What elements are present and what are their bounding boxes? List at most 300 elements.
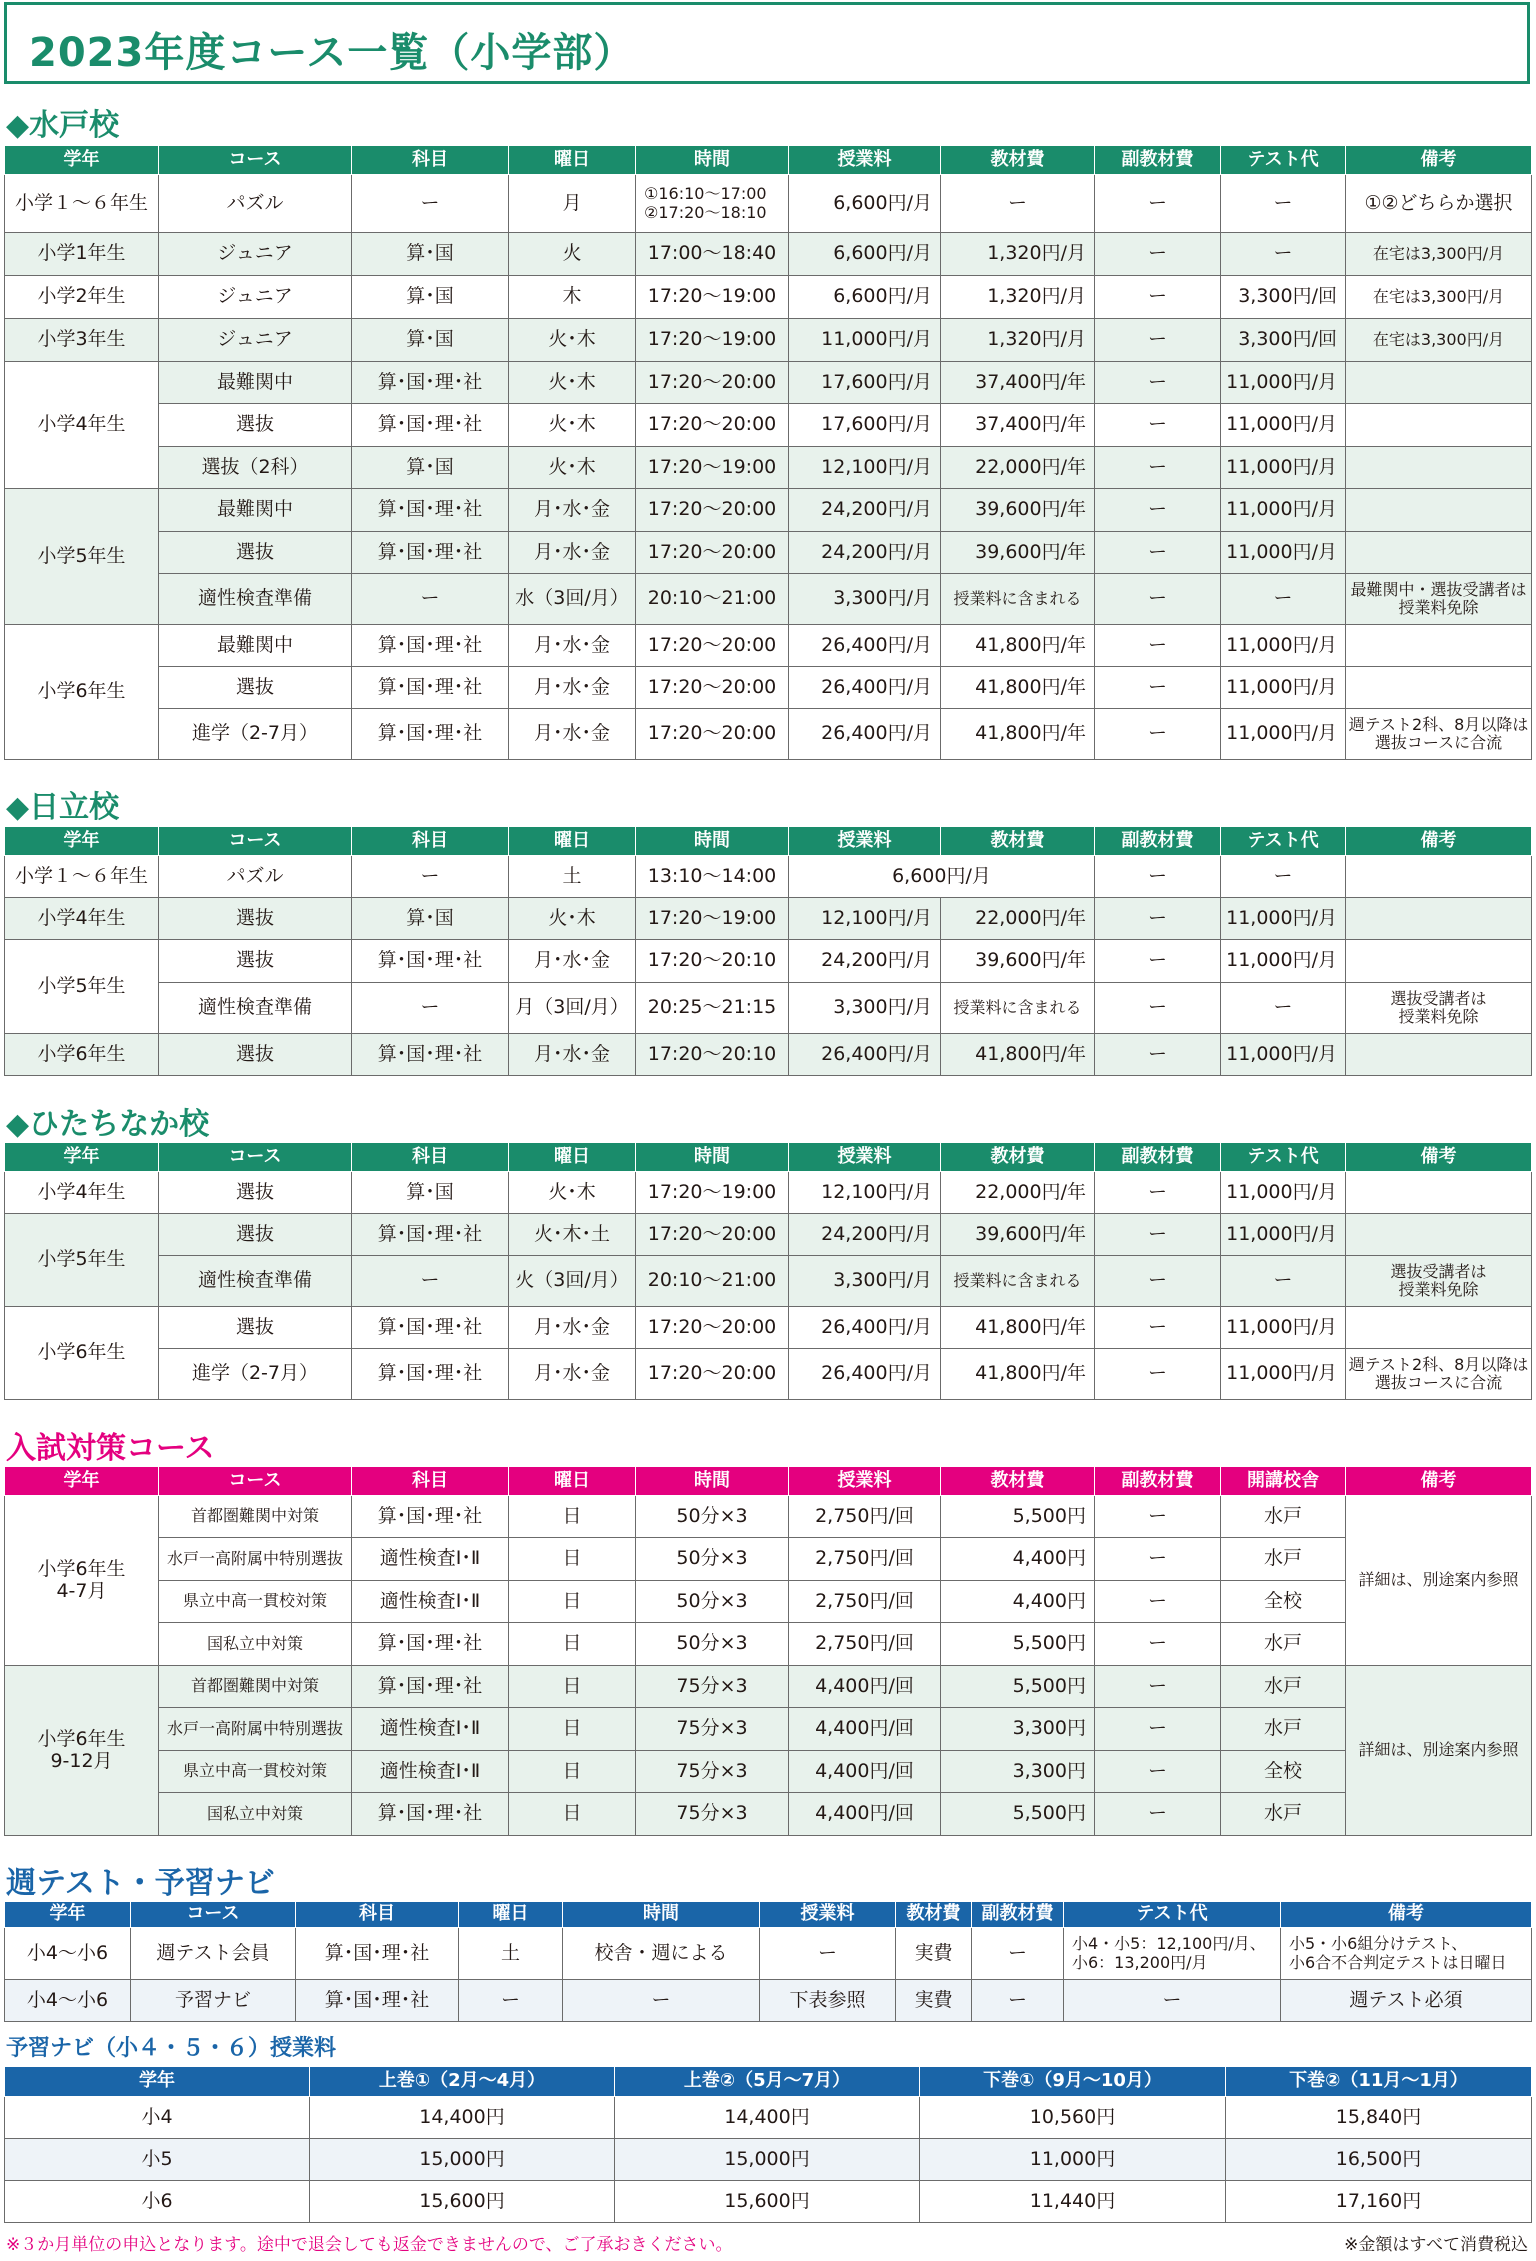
cell: ー (1095, 1172, 1221, 1214)
exam-table (4, 1466, 1532, 1836)
cell: 国私立中対策 (159, 1793, 352, 1836)
page-title-box (4, 2, 1530, 84)
mito-table (4, 145, 1532, 760)
table-row (5, 709, 1532, 760)
cell: 小4～小6 (5, 1980, 131, 2022)
hitachinaka-table (4, 1142, 1532, 1400)
table-row (5, 447, 1532, 489)
cell: 算･国･理･社 (352, 940, 509, 983)
table-row (5, 2139, 1532, 2181)
cell: 41,800円/年 (941, 625, 1095, 667)
cell: 算･国･理･社 (352, 1623, 509, 1666)
weekly-heading: 週テスト・予習ナビ (6, 1866, 275, 1901)
cell: 適性検査Ⅰ･Ⅱ (352, 1751, 509, 1793)
cell: 小学１～６年生 (5, 856, 159, 898)
table-row (5, 1928, 1532, 1980)
col-header: 時間 (636, 1467, 789, 1496)
note-line: 小6合不合判定テストは日曜日 (1289, 1952, 1507, 1972)
cell: 日 (509, 1623, 636, 1666)
note-line: 週テスト2科、8月以降は (1348, 714, 1529, 734)
cell: 4,400円 (941, 1581, 1095, 1623)
cell: 校舎・週による (563, 1928, 760, 1980)
col-header: 曜日 (509, 1143, 636, 1172)
cell: 14,400円 (310, 2097, 615, 2139)
note-line: 授業料免除 (1398, 1280, 1479, 1299)
cell: 17:20～19:00 (636, 447, 789, 489)
col-header: 下巻②（11月～1月） (1226, 2067, 1532, 2097)
cell: 26,400円/月 (789, 1034, 941, 1076)
cell: 全校 (1221, 1751, 1346, 1793)
table-row (5, 1349, 1532, 1400)
cell: 12,100円/月 (789, 898, 941, 940)
col-header: 副教材費 (1095, 146, 1221, 175)
cell: 6,600円/月 (789, 175, 941, 233)
cell: 5,500円 (941, 1496, 1095, 1538)
cell: 日 (509, 1666, 636, 1708)
grade-cell: 小学5年生 (5, 489, 159, 625)
cell-note (1281, 1928, 1532, 1980)
cell: 4,400円 (941, 1538, 1095, 1581)
cell: 11,000円/月 (1221, 447, 1346, 489)
cell: 算･国･理･社 (352, 1034, 509, 1076)
cell: 在宅は3,300円/月 (1346, 319, 1532, 362)
table-row (5, 1793, 1532, 1836)
col-header: 開講校舎 (1221, 1467, 1346, 1496)
table-row (5, 898, 1532, 940)
table-row (5, 1666, 1532, 1708)
table-row (5, 1496, 1532, 1538)
cell: ー (1095, 276, 1221, 319)
cell: 算･国･理･社 (352, 362, 509, 404)
cell: 算･国･理･社 (352, 1496, 509, 1538)
cell: 5,500円 (941, 1623, 1095, 1666)
cell: ー (1095, 574, 1221, 625)
cell-time (636, 175, 789, 233)
cell (1346, 532, 1532, 574)
col-header: 学年 (5, 1143, 159, 1172)
cell: 20:10～21:00 (636, 574, 789, 625)
cell: 算･国･理･社 (352, 1666, 509, 1708)
cell: 3,300円/回 (1221, 276, 1346, 319)
col-header: 時間 (636, 827, 789, 856)
cell: ー (1095, 1214, 1221, 1256)
cell-note (1346, 983, 1532, 1034)
cell: 火･木 (509, 319, 636, 362)
cell: 小4～小6 (5, 1928, 131, 1980)
cell: 3,300円/月 (789, 983, 941, 1034)
cell: ー (1221, 233, 1346, 276)
col-header: 学年 (5, 827, 159, 856)
cell (1346, 1214, 1532, 1256)
table-row (5, 2181, 1532, 2223)
cell (1346, 1307, 1532, 1349)
table-row (5, 1980, 1532, 2022)
cell: 12,100円/月 (789, 1172, 941, 1214)
cell: 39,600円/年 (941, 1214, 1095, 1256)
cell: 1,320円/月 (941, 276, 1095, 319)
table-row (5, 233, 1532, 276)
cell: 算･国･理･社 (352, 1793, 509, 1836)
cell: ー (1064, 1980, 1281, 2022)
cell: 11,000円 (920, 2139, 1226, 2181)
cell: 下表参照 (760, 1980, 896, 2022)
cell: 月･水･金 (509, 489, 636, 532)
cell: 17:20～20:00 (636, 1349, 789, 1400)
cell: 実費 (896, 1928, 972, 1980)
note-line: 授業料免除 (1398, 1007, 1479, 1026)
col-header: 教材費 (941, 1143, 1095, 1172)
table-row (5, 532, 1532, 574)
cell: 算･国･理･社 (296, 1928, 459, 1980)
cell: 41,800円/年 (941, 667, 1095, 709)
cell: ー (1095, 233, 1221, 276)
cell: ー (1095, 1496, 1221, 1538)
cell: 選抜 (159, 1034, 352, 1076)
table-row (5, 1256, 1532, 1307)
cell: 火･木 (509, 447, 636, 489)
cell: ー (1095, 1034, 1221, 1076)
cell: 11,000円/月 (1221, 362, 1346, 404)
cell: 日 (509, 1708, 636, 1751)
exam-heading: 入試対策コース (6, 1431, 215, 1466)
col-header: 学年 (5, 1467, 159, 1496)
cell: 26,400円/月 (789, 709, 941, 760)
grade-line: 9-12月 (50, 1749, 113, 1772)
hitachi-heading: ◆日立校 (6, 790, 120, 825)
cell: 15,600円 (310, 2181, 615, 2223)
cell: 算･国 (352, 319, 509, 362)
cell: ー (1095, 709, 1221, 760)
cell: 24,200円/月 (789, 489, 941, 532)
cell: 24,200円/月 (789, 1214, 941, 1256)
cell: 水戸一高附属中特別選抜 (159, 1708, 352, 1751)
col-header: 曜日 (509, 827, 636, 856)
note-line: 選抜コースに合流 (1374, 733, 1503, 752)
cell: 木 (509, 276, 636, 319)
cell: 50分×3 (636, 1538, 789, 1581)
cell: 20:25～21:15 (636, 983, 789, 1034)
cell: 算･国･理･社 (352, 1307, 509, 1349)
cell-note (1346, 1256, 1532, 1307)
cell: ー (352, 574, 509, 625)
cell: ー (941, 175, 1095, 233)
cell: 1,320円/月 (941, 233, 1095, 276)
cell-note (1346, 574, 1532, 625)
table-row (5, 667, 1532, 709)
cell: 小6 (5, 2181, 310, 2223)
grade-cell: 小学6年生 (5, 1307, 159, 1400)
cell (1346, 898, 1532, 940)
hitachinaka-heading: ◆ひたちなか校 (6, 1107, 210, 1142)
col-header: 時間 (563, 1902, 760, 1928)
cell: 最難関中 (159, 489, 352, 532)
cell: 17:20～19:00 (636, 1172, 789, 1214)
col-header: 学年 (5, 146, 159, 175)
cell: 国私立中対策 (159, 1623, 352, 1666)
col-header: 授業料 (789, 827, 941, 856)
cell: ジュニア (159, 276, 352, 319)
mito-heading: ◆水戸校 (6, 108, 120, 143)
grade-cell (5, 1496, 159, 1666)
table-row (5, 1708, 1532, 1751)
col-header: 上巻②（5月～7月） (615, 2067, 920, 2097)
cell: 適性検査準備 (159, 983, 352, 1034)
col-header: 教材費 (896, 1902, 972, 1928)
fee-line: 小4・小5：12,100円/月、 (1072, 1934, 1266, 1954)
cell: 41,800円/年 (941, 1349, 1095, 1400)
cell: ー (1095, 940, 1221, 983)
cell: ー (1095, 1307, 1221, 1349)
col-header: 学年 (5, 2067, 310, 2097)
table-header (5, 827, 1532, 856)
cell: 26,400円/月 (789, 1307, 941, 1349)
col-header: 副教材費 (1095, 827, 1221, 856)
cell-note: 詳細は、別途案内参照 (1346, 1666, 1532, 1836)
cell: 11,000円/月 (1221, 1214, 1346, 1256)
cell: 37,400円/年 (941, 362, 1095, 404)
table-header (5, 2067, 1532, 2097)
cell: 選抜（2科） (159, 447, 352, 489)
cell: 水戸一高附属中特別選抜 (159, 1538, 352, 1581)
cell: 算･国･理･社 (352, 709, 509, 760)
cell: ー (972, 1980, 1064, 2022)
table-row (5, 319, 1532, 362)
cell: 3,300円 (941, 1751, 1095, 1793)
cell: 17,600円/月 (789, 362, 941, 404)
cell-note (1346, 1349, 1532, 1400)
col-header: 備考 (1281, 1902, 1532, 1928)
cell: 小学2年生 (5, 276, 159, 319)
cell: 11,000円/月 (1221, 940, 1346, 983)
cell: 首都圏難関中対策 (159, 1666, 352, 1708)
cell: 月･水･金 (509, 1349, 636, 1400)
cell: 11,000円/月 (1221, 404, 1346, 447)
col-header: 科目 (352, 827, 509, 856)
cell: 水戸 (1221, 1666, 1346, 1708)
cell: 11,440円 (920, 2181, 1226, 2223)
col-header: 授業料 (789, 146, 941, 175)
table-row (5, 940, 1532, 983)
col-header: コース (159, 827, 352, 856)
cell: 17:20～20:00 (636, 362, 789, 404)
cell: 12,100円/月 (789, 447, 941, 489)
col-header: 副教材費 (1095, 1467, 1221, 1496)
cell: 小学4年生 (5, 1172, 159, 1214)
cell: ー (1095, 1349, 1221, 1400)
cell: 3,300円 (941, 1708, 1095, 1751)
cell: 選抜 (159, 1172, 352, 1214)
table-row (5, 856, 1532, 898)
fee-line: 小6：13,200円/月 (1072, 1952, 1208, 1972)
cell: 50分×3 (636, 1496, 789, 1538)
cell: 6,600円/月 (789, 856, 1095, 898)
cell: 火･木 (509, 404, 636, 447)
col-header: 授業料 (789, 1467, 941, 1496)
cell: 5,500円 (941, 1666, 1095, 1708)
cell: 17:20～20:10 (636, 1034, 789, 1076)
col-header: 授業料 (760, 1902, 896, 1928)
cell: 日 (509, 1581, 636, 1623)
cell: 選抜 (159, 940, 352, 983)
cell: ー (1095, 1666, 1221, 1708)
time-line-1: ①16:10～17:00 (644, 184, 767, 204)
grade-cell: 小学5年生 (5, 940, 159, 1034)
cell-note: 詳細は、別途案内参照 (1346, 1496, 1532, 1666)
col-header: 備考 (1346, 1467, 1532, 1496)
cell (1346, 489, 1532, 532)
cell: 39,600円/年 (941, 940, 1095, 983)
cell: 月･水･金 (509, 532, 636, 574)
cell: 75分×3 (636, 1751, 789, 1793)
col-header: 科目 (352, 1143, 509, 1172)
col-header: 学年 (5, 1902, 131, 1928)
cell: 水戸 (1221, 1496, 1346, 1538)
cell: 授業料に含まれる (941, 983, 1095, 1034)
table-row (5, 362, 1532, 404)
cell: 小学1年生 (5, 233, 159, 276)
table-row (5, 404, 1532, 447)
cell: 選抜 (159, 898, 352, 940)
cell: 火･木 (509, 898, 636, 940)
cell: 11,000円/月 (789, 319, 941, 362)
cell: 算･国 (352, 276, 509, 319)
grade-cell (5, 1666, 159, 1836)
col-header: 科目 (352, 146, 509, 175)
cell: 水（3回/月） (509, 574, 636, 625)
cell: 3,300円/回 (1221, 319, 1346, 362)
cell: 火 (509, 233, 636, 276)
cell: 日 (509, 1496, 636, 1538)
cell: 41,800円/年 (941, 1307, 1095, 1349)
table-row (5, 1034, 1532, 1076)
cell-note (1346, 709, 1532, 760)
cell: ー (1095, 1256, 1221, 1307)
cell: 日 (509, 1538, 636, 1581)
cell: 5,500円 (941, 1793, 1095, 1836)
cell: 50分×3 (636, 1581, 789, 1623)
table-row (5, 2097, 1532, 2139)
cell: ー (1095, 856, 1221, 898)
cell: 首都圏難関中対策 (159, 1496, 352, 1538)
cell: 11,000円/月 (1221, 1172, 1346, 1214)
cell: ー (760, 1928, 896, 1980)
table-row (5, 1172, 1532, 1214)
cell: ー (1095, 1751, 1221, 1793)
cell: 10,560円 (920, 2097, 1226, 2139)
cell: 算･国･理･社 (352, 1214, 509, 1256)
cell: 2,750円/回 (789, 1581, 941, 1623)
col-header: 科目 (352, 1467, 509, 1496)
cell (1346, 404, 1532, 447)
note-line: 選抜コースに合流 (1374, 1373, 1503, 1392)
cell: ①②どちらか選択 (1346, 175, 1532, 233)
cell: ー (352, 856, 509, 898)
cell: 16,500円 (1226, 2139, 1532, 2181)
cell: 火･木･土 (509, 1214, 636, 1256)
cell (1346, 447, 1532, 489)
cell: 17:20～19:00 (636, 319, 789, 362)
cell: 17,160円 (1226, 2181, 1532, 2223)
col-header: 教材費 (941, 1467, 1095, 1496)
cell: 選抜 (159, 532, 352, 574)
note-line: 選抜受講者は (1390, 988, 1487, 1008)
cell: 在宅は3,300円/月 (1346, 233, 1532, 276)
cell: 37,400円/年 (941, 404, 1095, 447)
col-header: 備考 (1346, 827, 1532, 856)
cell: 最難関中 (159, 625, 352, 667)
cell: 算･国 (352, 233, 509, 276)
col-header: 教材費 (941, 827, 1095, 856)
cell: 水戸 (1221, 1623, 1346, 1666)
cell (1346, 362, 1532, 404)
cell: 11,000円/月 (1221, 667, 1346, 709)
table-row (5, 489, 1532, 532)
cell: 24,200円/月 (789, 940, 941, 983)
grade-line: 小学6年生 (37, 1558, 126, 1581)
cell: 26,400円/月 (789, 625, 941, 667)
weekly-table (4, 1901, 1532, 2022)
cell: パズル (159, 175, 352, 233)
table-row (5, 276, 1532, 319)
table-row (5, 1214, 1532, 1256)
cell: 17:20～19:00 (636, 276, 789, 319)
col-header: コース (159, 146, 352, 175)
cell: 15,600円 (615, 2181, 920, 2223)
cell: 授業料に含まれる (941, 1256, 1095, 1307)
cell: 算･国･理･社 (352, 1349, 509, 1400)
cell: 月･水･金 (509, 1307, 636, 1349)
cell: 月 (509, 175, 636, 233)
cell: 17:20～20:00 (636, 489, 789, 532)
table-header (5, 1143, 1532, 1172)
cell: ー (352, 983, 509, 1034)
cell: 適性検査Ⅰ･Ⅱ (352, 1538, 509, 1581)
cell: ー (1095, 1581, 1221, 1623)
col-header: コース (159, 1467, 352, 1496)
grade-line: 小学6年生 (37, 1728, 126, 1751)
cell: 17:20～20:10 (636, 940, 789, 983)
cell: 小学１～６年生 (5, 175, 159, 233)
cell: 週テスト会員 (131, 1928, 296, 1980)
cell: ジュニア (159, 319, 352, 362)
cell: ー (1095, 625, 1221, 667)
col-header: 曜日 (509, 1467, 636, 1496)
cell (1346, 856, 1532, 898)
cell: 小学6年生 (5, 1034, 159, 1076)
cell: 適性検査準備 (159, 574, 352, 625)
cell: 適性検査Ⅰ･Ⅱ (352, 1708, 509, 1751)
cell: 土 (509, 856, 636, 898)
cell: パズル (159, 856, 352, 898)
table-row (5, 1538, 1532, 1581)
cell: 算･国･理･社 (352, 625, 509, 667)
cell: 75分×3 (636, 1666, 789, 1708)
cell: 75分×3 (636, 1708, 789, 1751)
cell: ー (563, 1980, 760, 2022)
cell: 水戸 (1221, 1793, 1346, 1836)
cell: 11,000円/月 (1221, 898, 1346, 940)
col-header: 科目 (296, 1902, 459, 1928)
cell: 選抜 (159, 1214, 352, 1256)
cell: 県立中高一貫校対策 (159, 1581, 352, 1623)
cell: 実費 (896, 1980, 972, 2022)
cell: 17:20～20:00 (636, 667, 789, 709)
cell: 11,000円/月 (1221, 489, 1346, 532)
cell: 算･国 (352, 898, 509, 940)
col-header: 備考 (1346, 146, 1532, 175)
cell: 24,200円/月 (789, 532, 941, 574)
cell: 11,000円/月 (1221, 1307, 1346, 1349)
